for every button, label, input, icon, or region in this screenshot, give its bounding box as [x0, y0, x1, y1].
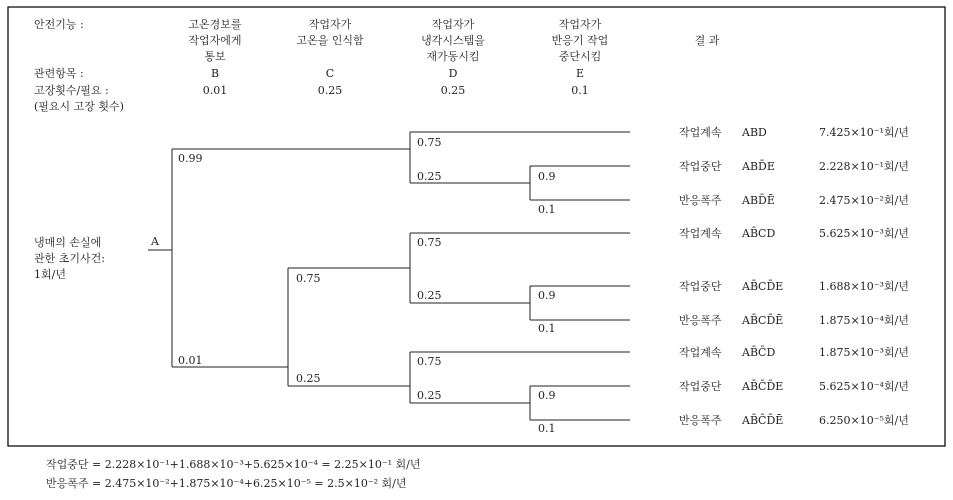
- related-item-label: 관련항목 :: [34, 67, 84, 80]
- total-runaway-frequency: 반응폭주 = 2.475×10⁻²+1.875×10⁻⁴+6.25×10⁻⁵ = 2.5×10⁻² 회/년: [46, 477, 407, 490]
- failure-rate-d: 0.25: [440, 84, 466, 97]
- diagram-frame: [8, 7, 945, 446]
- prob-e2-failure: 0.1: [538, 322, 556, 335]
- outcome-7-sequence: AB̄C̄D: [742, 346, 776, 359]
- outcome-7-frequency: 1.875×10⁻³회/년: [819, 346, 909, 359]
- outcome-7-result: 작업계속: [679, 346, 722, 359]
- outcome-8-frequency: 5.625×10⁻⁴회/년: [819, 380, 909, 393]
- item-c: C: [325, 67, 335, 80]
- function-b-line2: 작업자에게: [188, 34, 242, 47]
- initiating-event-line3: 1회/년: [34, 268, 66, 281]
- initiating-event-line2: 관한 초기사건:: [34, 252, 105, 265]
- failure-rate-c: 0.25: [317, 84, 343, 97]
- total-shutdown-frequency: 작업중단 = 2.228×10⁻¹+1.688×10⁻³+5.625×10⁻⁴ = 2.25×10⁻¹ 회/년: [46, 458, 421, 471]
- item-d: D: [448, 67, 458, 80]
- outcome-8-sequence: AB̄C̄D̄E: [742, 380, 784, 393]
- outcome-9-result: 반응폭주: [679, 414, 722, 427]
- function-d-line1: 작업자가: [431, 18, 475, 31]
- outcome-9-sequence: AB̄C̄D̄Ē: [742, 414, 784, 427]
- outcome-5-sequence: AB̄CD̄E: [742, 280, 784, 293]
- function-b-line1: 고온경보를: [188, 18, 242, 31]
- function-e-line1: 작업자가: [558, 18, 602, 31]
- prob-d3-failure: 0.25: [417, 389, 442, 402]
- outcome-3-frequency: 2.475×10⁻²회/년: [819, 194, 909, 207]
- outcome-4-sequence: AB̄CD: [742, 227, 776, 240]
- outcome-2-frequency: 2.228×10⁻¹회/년: [819, 160, 909, 173]
- event-tree-branches: [148, 132, 630, 420]
- function-b-line3: 통보: [204, 50, 226, 63]
- function-c-line2: 고온을 인식함: [296, 34, 364, 47]
- prob-d1-success: 0.75: [417, 136, 442, 149]
- prob-b-failure: 0.01: [178, 354, 203, 367]
- outcome-6-frequency: 1.875×10⁻⁴회/년: [819, 314, 909, 327]
- node-a-label: A: [151, 235, 159, 248]
- prob-e3-success: 0.9: [538, 389, 556, 402]
- prob-e1-success: 0.9: [538, 170, 556, 183]
- prob-e1-failure: 0.1: [538, 203, 556, 216]
- initiating-event-line1: 냉매의 손실에: [34, 236, 102, 249]
- item-b: B: [210, 67, 220, 80]
- outcome-1-result: 작업계속: [679, 126, 722, 139]
- outcome-5-result: 작업중단: [679, 280, 722, 293]
- outcome-2-sequence: ABD̄E: [742, 160, 775, 173]
- prob-d1-failure: 0.25: [417, 170, 442, 183]
- outcome-6-sequence: AB̄CD̄Ē: [742, 314, 784, 327]
- prob-c-failure: 0.25: [296, 372, 321, 385]
- function-d-line2: 냉각시스템을: [421, 34, 485, 47]
- outcome-8-result: 작업중단: [679, 380, 722, 393]
- outcome-5-frequency: 1.688×10⁻³회/년: [819, 280, 909, 293]
- prob-b-success: 0.99: [178, 152, 203, 165]
- outcome-1-sequence: ABD: [742, 126, 767, 139]
- outcome-3-sequence: ABD̄Ē: [742, 194, 775, 207]
- failure-rate-e: 0.1: [571, 84, 589, 97]
- item-e: E: [575, 67, 585, 80]
- prob-e2-success: 0.9: [538, 289, 556, 302]
- prob-e3-failure: 0.1: [538, 422, 556, 435]
- safety-function-label: 안전기능 :: [34, 18, 84, 31]
- result-header: 결 과: [694, 34, 720, 47]
- function-e-line3: 중단시킴: [558, 50, 602, 63]
- failure-rate-note: (필요시 고장 횟수): [34, 100, 124, 113]
- outcome-2-result: 작업중단: [679, 160, 722, 173]
- outcome-rows: [679, 125, 909, 427]
- function-c-line1: 작업자가: [308, 18, 352, 31]
- prob-d2-success: 0.75: [417, 236, 442, 249]
- prob-d3-success: 0.75: [417, 355, 442, 368]
- function-e-line2: 반응기 작업: [551, 34, 609, 47]
- outcome-4-result: 작업계속: [679, 227, 722, 240]
- outcome-9-frequency: 6.250×10⁻⁵회/년: [819, 414, 909, 427]
- failure-rate-label: 고장횟수/필요 :: [34, 84, 109, 97]
- outcome-1-frequency: 7.425×10⁻¹회/년: [819, 126, 909, 139]
- failure-rate-b: 0.01: [202, 84, 228, 97]
- outcome-3-result: 반응폭주: [679, 194, 722, 207]
- prob-c-success: 0.75: [296, 272, 321, 285]
- outcome-4-frequency: 5.625×10⁻³회/년: [819, 227, 909, 240]
- function-d-line3: 재가동시킴: [426, 50, 480, 63]
- outcome-6-result: 반응폭주: [679, 314, 722, 327]
- prob-d2-failure: 0.25: [417, 289, 442, 302]
